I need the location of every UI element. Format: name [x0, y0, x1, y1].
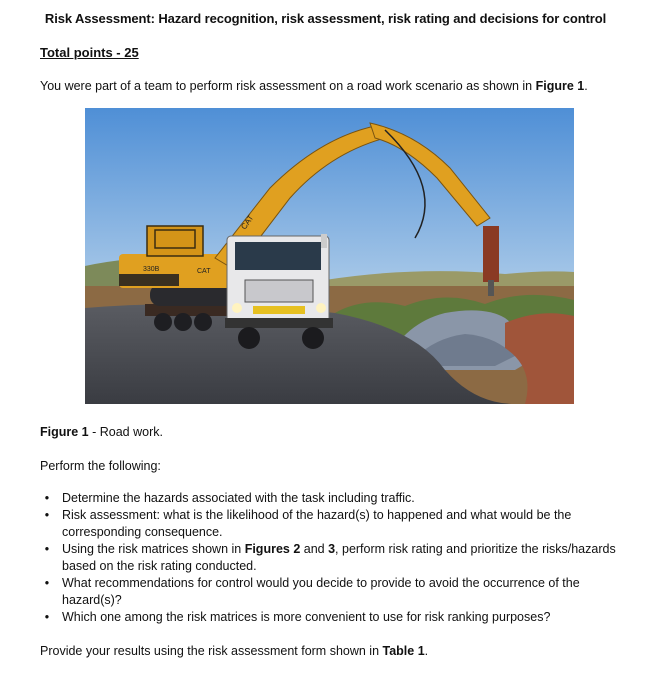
excavator-brand-label: CAT [197, 268, 211, 275]
task-text: and [300, 542, 329, 556]
task-item [40, 490, 625, 507]
excavator-model-label: 330B [143, 266, 160, 273]
total-points: Total points - 25 [40, 45, 139, 60]
caption-label: Figure 1 [40, 425, 89, 439]
intro-paragraph [40, 78, 620, 95]
task-text: Which one among the risk matrices is more convenient to use for risk ranking purposes? [62, 610, 551, 624]
task-item [40, 575, 625, 609]
bullet: • [44, 542, 50, 556]
bullet: • [44, 508, 50, 522]
task-figure-ref: 3 [328, 542, 336, 556]
task-item [40, 541, 625, 575]
task-text: , perform risk rating and prioritize the risks/hazards based on the risk rating conducted. [62, 542, 616, 573]
task-text: Risk assessment: what is the likelihood of the hazard(s) to happened and what would be the corresponding consequence. [62, 508, 572, 539]
provide-results-line [40, 643, 428, 660]
task-text: Determine the hazards associated with the task including traffic. [62, 491, 415, 505]
truck-grille [245, 280, 313, 302]
intro-end: . [584, 79, 588, 93]
hydraulic-breaker [483, 226, 499, 282]
task-figure-ref: Figures 2 [244, 542, 301, 556]
task-item [40, 609, 625, 626]
figure-caption [40, 424, 163, 441]
bullet: • [44, 491, 50, 505]
provide-end: . [424, 644, 429, 658]
truck-windshield [235, 242, 321, 270]
task-item [40, 507, 625, 541]
road-work-photo [85, 108, 574, 404]
task-text: What recommendations for control would you decide to provide to avoid the occurrence of the hazard(s)? [62, 576, 580, 607]
task-text: Using the risk matrices shown in [62, 542, 245, 556]
provide-text: Provide your results using the risk assessment form shown in [40, 644, 383, 658]
task-list [40, 490, 625, 626]
bullet: • [44, 610, 50, 624]
document-title: Risk Assessment: Hazard recognition, risk assessment, risk rating and decisions for control [44, 11, 607, 26]
intro-text: You were part of a team to perform risk assessment on a road work scenario as shown in [40, 79, 536, 93]
perform-label: Perform the following: [40, 459, 161, 473]
arm-brand-label: CAT [239, 213, 256, 232]
intro-figure-ref: Figure 1 [535, 79, 585, 93]
provide-table-ref: Table 1 [382, 644, 425, 658]
bullet: • [44, 576, 50, 590]
truck-wheel [238, 327, 260, 349]
caption-text: - Road work. [88, 425, 163, 439]
